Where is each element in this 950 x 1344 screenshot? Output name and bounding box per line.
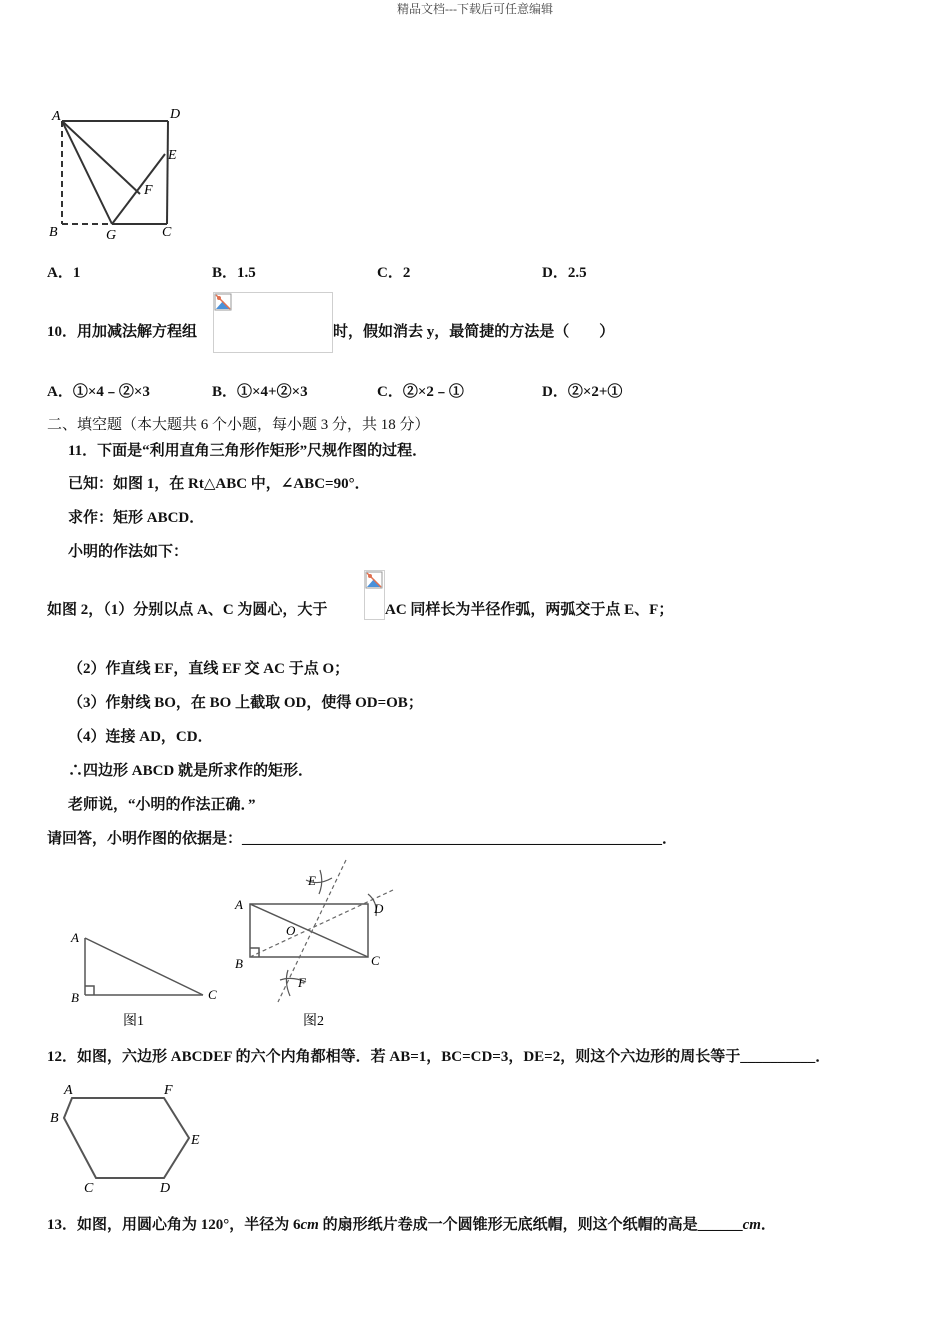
section-2-title: 二、填空题（本大题共 6 个小题，每小题 3 分，共 18 分） — [47, 417, 430, 433]
q9-option-c: C．2 — [377, 265, 411, 281]
fig2-label-a: A — [235, 897, 243, 912]
q11-step1-suffix: AC 同样长为半径作弧，两弧交于点 E、F； — [385, 602, 674, 618]
q11-question: 请回答，小明作图的依据是：________________________________________________________． — [47, 831, 678, 847]
q10-option-b: B．①×4+②×3 — [212, 384, 308, 400]
q10-text-prefix: 10．用加减法解方程组 — [47, 324, 198, 340]
fig2-label-e: E — [308, 873, 316, 888]
q11-known: 已知：如图 1，在 Rt△ABC 中，∠ABC=90°． — [68, 476, 370, 492]
q9-label-c: C — [162, 225, 172, 240]
fig2-label-b: B — [235, 956, 243, 971]
fig1-label-b: B — [71, 990, 79, 1005]
fig1-label-a: A — [71, 930, 79, 945]
broken-image-icon — [214, 293, 232, 311]
q13-unit-1: cm — [300, 1217, 319, 1233]
fig1-caption: 图1 — [123, 1014, 144, 1029]
q12-label-e: E — [191, 1133, 200, 1148]
q12-label-f: F — [164, 1083, 173, 1098]
fig2-label-d: D — [374, 901, 384, 916]
fig1-label-c: C — [208, 987, 217, 1002]
q11-step4: （4）连接 AD，CD． — [68, 729, 213, 745]
q12-hexagon-figure — [44, 1078, 224, 1196]
q9-figure — [40, 100, 200, 245]
q9-option-b: B．1.5 — [212, 265, 256, 281]
q9-option-d: D．2.5 — [542, 265, 587, 281]
q11-conclusion: ∴四边形 ABCD 就是所求作的矩形． — [68, 763, 314, 779]
q13-text-end: ． — [760, 1217, 776, 1233]
fig2-caption: 图2 — [303, 1014, 324, 1029]
q12-label-d: D — [160, 1181, 171, 1196]
fig2-label-c: C — [371, 953, 380, 968]
q13-unit-2: cm — [742, 1217, 761, 1233]
page-header: 精品文档---下载后可任意编辑 — [397, 2, 553, 16]
q12-label-c: C — [84, 1181, 94, 1196]
q11-teacher-remark: 老师说，“小明的作法正确．” — [68, 797, 256, 813]
q13-text-mid: 的扇形纸片卷成一个圆锥形无底纸帽，则这个纸帽的高是______ — [318, 1217, 743, 1233]
q11-fraction-image — [364, 570, 385, 620]
q12-label-b: B — [50, 1111, 59, 1126]
q10-text-suffix: 时，假如消去 y，最简捷的方法是（ ） — [333, 324, 615, 340]
q9-label-e: E — [168, 148, 177, 163]
broken-image-icon — [365, 571, 383, 589]
fig2-label-o: O — [286, 923, 296, 938]
q11-step2: （2）作直线 EF，直线 EF 交 AC 于点 O； — [68, 661, 350, 677]
q10-option-a: A．①×4﹣②×3 — [47, 384, 150, 400]
q9-label-a: A — [52, 109, 61, 124]
q11-step1-prefix: 如图 2，（1）分别以点 A、C 为圆心，大于 — [47, 602, 328, 618]
fig2-label-f: F — [298, 975, 306, 990]
q13-text-prefix: 13．如图，用圆心角为 120°，半径为 6 — [47, 1217, 301, 1233]
q11-figure-1 — [55, 920, 235, 1032]
q9-label-g: G — [106, 228, 117, 243]
q12-text: 12．如图，六边形 ABCDEF 的六个内角都相等．若 AB=1，BC=CD=3，DE=2，则这个六边形的周长等于__________． — [47, 1049, 831, 1065]
q9-label-f: F — [144, 183, 153, 198]
q11-figure-2 — [228, 852, 408, 1032]
q10-option-d: D．②×2+① — [542, 384, 623, 400]
q10-option-c: C．②×2﹣① — [377, 384, 464, 400]
q11-find: 求作：矩形 ABCD． — [68, 510, 205, 526]
q9-label-d: D — [170, 107, 181, 122]
q9-label-b: B — [49, 225, 58, 240]
q10-equation-image — [213, 292, 333, 353]
q11-intro: 11．下面是“利用直角三角形作矩形”尺规作图的过程． — [68, 443, 428, 459]
q9-option-a: A．1 — [47, 265, 81, 281]
q13-text — [47, 1213, 776, 1234]
q12-label-a: A — [64, 1083, 73, 1098]
q11-method: 小明的作法如下： — [68, 544, 189, 560]
q11-step3: （3）作射线 BO，在 BO 上截取 OD，使得 OD=OB； — [68, 695, 423, 711]
